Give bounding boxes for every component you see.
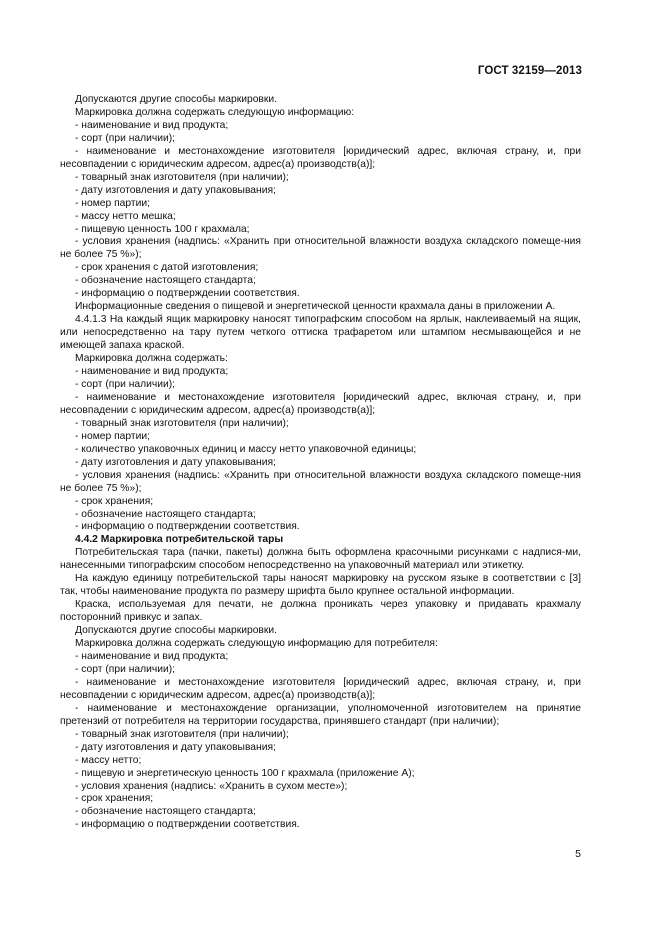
section-heading: 4.4.2 Маркировка потребительской тары — [75, 534, 284, 546]
paragraph: - информацию о подтверждении соответствия. — [75, 521, 300, 533]
document-code-header: ГОСТ 32159—2013 — [477, 65, 582, 77]
document-body — [60, 94, 581, 832]
paragraph: - обозначение настоящего стандарта; — [75, 508, 256, 520]
paragraph: - срок хранения; — [75, 793, 154, 805]
paragraph: - товарный знак изготовителя (при наличии); — [75, 417, 289, 429]
paragraph: На каждую единицу потребительской тары наносят маркировку на русском языке в соответствии с [3] так, чтобы наименование продукта по размеру шрифта было крупнее остальной информации. — [60, 573, 581, 598]
paragraph: - товарный знак изготовителя (при наличии); — [75, 728, 289, 740]
paragraph: - обозначение настоящего стандарта; — [75, 275, 256, 287]
paragraph: Маркировка должна содержать следующую информацию для потребителя: — [75, 638, 438, 650]
paragraph: - наименование и вид продукта; — [75, 366, 229, 378]
paragraph: - обозначение настоящего стандарта; — [75, 806, 256, 818]
paragraph: Информационные сведения о пищевой и энергетической ценности крахмала даны в приложении А. — [75, 301, 556, 313]
paragraph: - условия хранения (надпись: «Хранить при относительной влажности воздуха складского помеще-ния не более 75 %»); — [60, 236, 581, 261]
paragraph: - номер партии; — [75, 430, 150, 442]
paragraph: Допускаются другие способы маркировки. — [75, 625, 278, 637]
paragraph: 4.4.1.3 На каждый ящик маркировку наносят типографским способом на ярлык, наклеиваемый на ящик, или непосредственно на тару путем четкого оттиска трафаретом или штампом несмывающейся и не имеющей запаха краской. — [60, 314, 581, 352]
paragraph: Маркировка должна содержать следующую информацию: — [75, 106, 355, 118]
page-number: 5 — [575, 848, 581, 860]
paragraph: - наименование и местонахождение организации, уполномоченной изготовителем на принятие претензий от потребителя на территории государства, принявшего стандарт (при наличии); — [60, 702, 581, 727]
paragraph: - условия хранения (надпись: «Хранить в сухом месте»); — [75, 780, 348, 792]
paragraph: - массу нетто; — [75, 754, 142, 766]
paragraph: Допускаются другие способы маркировки. — [75, 94, 278, 105]
paragraph: - срок хранения с датой изготовления; — [75, 262, 259, 274]
paragraph: - наименование и местонахождение изготовителя [юридический адрес, включая страну, и, при несовпадении с юридическим адресом, адрес(а) производств(а)]; — [60, 676, 581, 701]
paragraph: - условия хранения (надпись: «Хранить при относительной влажности воздуха складского помеще-ния не более 75 %»); — [60, 469, 581, 494]
paragraph: - массу нетто мешка; — [75, 210, 176, 222]
paragraph: - срок хранения; — [75, 495, 154, 507]
paragraph: - сорт (при наличии); — [75, 378, 176, 390]
paragraph: - наименование и вид продукта; — [75, 650, 229, 662]
paragraph: - дату изготовления и дату упаковывания; — [75, 456, 276, 468]
paragraph: - наименование и вид продукта; — [75, 119, 229, 131]
paragraph: Маркировка должна содержать: — [75, 353, 228, 365]
paragraph: - дату изготовления и дату упаковывания; — [75, 184, 276, 196]
paragraph: - наименование и местонахождение изготовителя [юридический адрес, включая страну, и, при несовпадении с юридическим адресом, адрес(а) производств(а)]; — [60, 391, 581, 416]
paragraph: - сорт (при наличии); — [75, 663, 176, 675]
paragraph: - дату изготовления и дату упаковывания; — [75, 741, 276, 753]
paragraph: - пищевую и энергетическую ценность 100 г крахмала (приложение А); — [75, 767, 415, 779]
paragraph: - количество упаковочных единиц и массу нетто упаковочной единицы; — [75, 443, 417, 455]
paragraph: - наименование и местонахождение изготовителя [юридический адрес, включая страну, и, при несовпадении с юридическим адресом, адрес(а) производств(а)]; — [60, 145, 581, 170]
paragraph: - номер партии; — [75, 197, 150, 209]
paragraph: - информацию о подтверждении соответствия. — [75, 819, 300, 831]
paragraph: - товарный знак изготовителя (при наличии); — [75, 171, 289, 183]
paragraph: Краска, используемая для печати, не должна проникать через упаковку и придавать крахмалу посторонний привкус и запах. — [60, 599, 581, 624]
paragraph: - пищевую ценность 100 г крахмала; — [75, 223, 250, 235]
paragraph: Потребительская тара (пачки, пакеты) должна быть оформлена красочными рисунками с надпися-ми, нанесенными типографским способом непосредственно на упаковочный материал или этикетку. — [60, 547, 581, 572]
paragraph: - информацию о подтверждении соответствия. — [75, 288, 300, 300]
paragraph: - сорт (при наличии); — [75, 132, 176, 144]
